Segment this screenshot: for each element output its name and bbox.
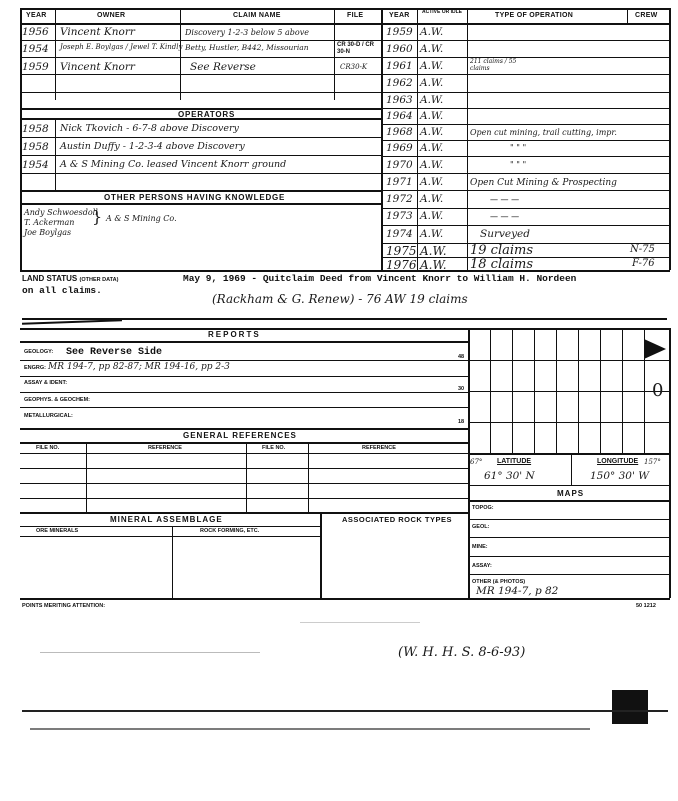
longitude-label: LONGITUDE <box>597 458 639 465</box>
activity-crew: F-76 <box>632 258 655 269</box>
activity-row-line <box>383 40 669 41</box>
activity-year: 1962 <box>386 77 413 89</box>
grid-h <box>468 360 669 361</box>
maps-row-line <box>468 574 669 575</box>
knowledge-header-line <box>20 190 381 192</box>
geophys-label: GEOPHYS. & GEOCHEM: <box>24 397 91 403</box>
knowledge-name: T. Ackerman <box>24 218 75 227</box>
activity-year: 1959 <box>386 26 413 38</box>
activity-status: A.W. <box>420 244 447 258</box>
engrg-value: MR 194-7, pp 82-87; MR 194-16, pp 2-3 <box>48 362 230 372</box>
assay-label: ASSAY & IDENT: <box>24 380 68 386</box>
activity-row-line <box>383 156 669 157</box>
knowledge-name: Andy Schwoesdoll <box>24 208 98 217</box>
owner-name: Vincent Knorr <box>60 26 135 38</box>
faint-scan-mark <box>40 652 260 653</box>
reports-top-line <box>20 328 670 330</box>
maps-row-line <box>468 537 669 538</box>
ref-row-line <box>20 498 468 499</box>
owner-row-line <box>20 57 381 58</box>
knowledge-name: Joe Boylgas <box>24 228 72 237</box>
owner-claim: Betty, Hustler, B442, Missourian <box>185 43 309 52</box>
other-photos-value: MR 194-7, p 82 <box>476 585 559 597</box>
header-claim-name: CLAIM NAME <box>233 12 281 19</box>
activity-year: 1971 <box>386 176 413 188</box>
owner-year: 1959 <box>22 61 49 73</box>
report-row-line <box>20 428 468 430</box>
activity-year: 1961 <box>386 60 413 72</box>
lat-prefix: 67° <box>470 458 483 466</box>
report-num-48: 48 <box>458 354 465 360</box>
report-row-line <box>20 407 468 408</box>
attention-top-line <box>20 598 670 600</box>
col-divider-year <box>55 8 56 100</box>
land-status-text: May 9, 1969 - Quitclaim Deed from Vincent Knorr to William H. Nordeen <box>183 273 577 284</box>
header-active-or-idle: ACTIVE OR IDLE <box>422 9 463 15</box>
maps-title: MAPS <box>557 489 585 498</box>
owner-name: Vincent Knorr <box>60 61 135 73</box>
map-location-mark: 0 <box>652 380 664 401</box>
report-row-line <box>20 376 468 377</box>
geology-label: GEOLOGY: <box>24 349 54 355</box>
activity-year: 1970 <box>386 159 413 171</box>
col-divider-year2 <box>417 8 418 270</box>
activity-row-line <box>383 124 669 125</box>
operator-name: A & S Mining Co. leased Vincent Knorr ground <box>60 159 287 170</box>
form-number: 50 1212 <box>636 603 656 609</box>
top-border <box>20 8 670 10</box>
knowledge-header-bottom <box>20 203 381 205</box>
assay-map-label: ASSAY: <box>472 563 492 569</box>
grid-h <box>468 391 669 392</box>
associated-rock-types: ASSOCIATED ROCK TYPES <box>342 515 452 524</box>
report-row-line <box>20 360 468 361</box>
operator-year: 1958 <box>22 123 49 135</box>
activity-year: 1964 <box>386 110 413 122</box>
engrg-label: ENGRG: <box>24 365 46 371</box>
activity-status: A.W. <box>420 142 444 154</box>
operator-row-line <box>20 137 381 138</box>
col-divider-crew <box>627 8 628 24</box>
ref-reference: REFERENCE <box>148 445 182 451</box>
owner-row-line <box>20 40 381 41</box>
activity-year: 1960 <box>386 43 413 55</box>
activity-year: 1974 <box>386 228 413 240</box>
knowledge-title: OTHER PERSONS HAVING KNOWLEDGE <box>104 193 286 202</box>
geology-value: See Reverse Side <box>66 347 163 358</box>
report-row-line <box>20 392 468 393</box>
activity-operation: Open cut mining, trail cutting, impr. <box>470 128 617 137</box>
land-status-text2: on all claims. <box>22 285 102 296</box>
ref-row-line <box>20 468 468 469</box>
maps-row-line <box>468 556 669 557</box>
middle-divider <box>381 8 383 270</box>
owner-file: CR30-K <box>340 63 368 71</box>
header-crew: CREW <box>635 12 658 19</box>
header-file: FILE <box>347 12 364 19</box>
activity-year: 1969 <box>386 142 413 154</box>
owner-year: 1954 <box>22 43 49 55</box>
attention-label: POINTS MERITING ATTENTION: <box>22 603 106 609</box>
ref-col-line <box>308 442 309 512</box>
activity-operation: 18 claims <box>470 257 534 272</box>
activity-year: 1972 <box>386 193 413 205</box>
mineral-header-line <box>20 526 320 527</box>
mineral-col-line <box>172 526 173 598</box>
ref-reference2: REFERENCE <box>362 445 396 451</box>
activity-row-line <box>383 173 669 174</box>
operator-row-line <box>20 155 381 156</box>
activity-operation: — — — <box>490 195 520 204</box>
activity-year: 1968 <box>386 126 413 138</box>
longitude-value: 150° 30' W <box>590 470 650 482</box>
activity-year: 1976 <box>386 258 417 272</box>
owner-row-line <box>20 92 381 93</box>
report-num-18: 18 <box>458 419 465 425</box>
activity-row-line <box>383 108 669 109</box>
activity-status: A.W. <box>420 60 444 72</box>
maps-header-line <box>468 485 669 486</box>
mine-label: MINE: <box>472 544 488 550</box>
header-bottom-line <box>20 23 670 25</box>
activity-status: A.W. <box>420 126 444 138</box>
owner-claim: See Reverse <box>190 61 256 73</box>
activity-operation: Open Cut Mining & Prospecting <box>470 178 617 188</box>
activity-row-line <box>383 140 669 141</box>
activity-status: A.W. <box>420 159 444 171</box>
metallurgical-label: METALLURGICAL: <box>24 413 73 419</box>
activity-row-line <box>383 74 669 75</box>
brace-icon: } <box>92 207 103 226</box>
right-border <box>669 8 671 270</box>
ref-header-bottom <box>20 453 468 454</box>
operator-year-divider <box>55 118 56 190</box>
col-divider-owner <box>180 8 181 100</box>
scan-edge-line <box>22 710 668 712</box>
faint-scan-mark <box>300 622 420 623</box>
topog-label: TOPOG: <box>472 505 494 511</box>
scan-mark <box>22 319 122 324</box>
activity-operation: Surveyed <box>480 228 530 240</box>
land-status-handwritten: (Rackham & G. Renew) - 76 AW 19 claims <box>212 292 468 306</box>
mineral-assemblage-title: MINERAL ASSEMBLAGE <box>110 515 223 524</box>
maps-row-line <box>468 519 669 520</box>
ore-minerals-label: ORE MINERALS <box>36 528 79 534</box>
header-year2: YEAR <box>389 12 410 19</box>
activity-year: 1975 <box>386 244 417 258</box>
activity-status: A.W. <box>420 94 444 106</box>
operator-name: Nick Tkovich - 6-7-8 above Discovery <box>60 123 239 134</box>
activity-operation: " " " <box>510 143 527 152</box>
activity-row-line <box>383 92 669 93</box>
activity-status: A.W. <box>420 258 447 272</box>
arrow-marker-icon <box>640 335 668 363</box>
registration-mark <box>612 690 648 724</box>
activity-operation: 19 claims <box>470 243 534 258</box>
latitude-label: LATITUDE <box>497 458 532 465</box>
ref-col-line <box>86 442 87 512</box>
operator-name: Austin Duffy - 1-2-3-4 above Discovery <box>60 141 245 152</box>
operator-year: 1958 <box>22 141 49 153</box>
activity-crew: N-75 <box>630 244 655 255</box>
col-divider-claim <box>334 8 335 100</box>
activity-status: A.W. <box>420 43 444 55</box>
header-type-of-operation: TYPE OF OPERATION <box>495 12 574 19</box>
activity-operation: — — — <box>490 212 520 221</box>
attention-handwritten: (W. H. H. S. 8-6-93) <box>398 645 526 660</box>
activity-operation: 211 claims / 55 claims <box>470 58 517 72</box>
geol-label: GEOL: <box>472 524 490 530</box>
owner-claim: Discovery 1-2-3 below 5 above <box>185 28 309 37</box>
map-right-border <box>669 328 671 598</box>
ref-col-line <box>246 442 247 512</box>
activity-row-line <box>383 208 669 209</box>
report-num-30: 30 <box>458 386 465 392</box>
knowledge-note: A & S Mining Co. <box>106 214 177 223</box>
ref-row-line <box>20 483 468 484</box>
upper-block-bottom-line <box>20 270 670 272</box>
operators-title: OPERATORS <box>178 110 236 119</box>
rock-forming-label: ROCK FORMING, ETC. <box>200 528 260 534</box>
assoc-divider <box>320 512 322 598</box>
owner-row-line <box>20 74 381 75</box>
reports-title: REPORTS <box>208 330 261 339</box>
owner-name: Joseph E. Boylgas / Jewel T. Kindly <box>60 43 183 51</box>
activity-status: A.W. <box>420 210 444 222</box>
activity-row-line <box>383 190 669 191</box>
activity-status: A.W. <box>420 193 444 205</box>
reports-header-bottom <box>20 341 468 343</box>
grid-h <box>468 422 669 423</box>
owner-year: 1956 <box>22 26 49 38</box>
other-photos-label: OTHER (& PHOTOS) <box>472 579 526 585</box>
header-owner: OWNER <box>97 12 126 19</box>
ref-bottom-line <box>20 512 468 514</box>
activity-status: A.W. <box>420 176 444 188</box>
activity-status: A.W. <box>420 228 444 240</box>
scan-edge-line <box>30 728 590 730</box>
activity-year: 1963 <box>386 94 413 106</box>
ref-file-no: FILE NO. <box>36 445 60 451</box>
latitude-value: 61° 30' N <box>484 470 535 482</box>
activity-status: A.W. <box>420 110 444 122</box>
activity-status: A.W. <box>420 26 444 38</box>
owner-file: CR 30-D / CR 30-N <box>337 42 375 55</box>
general-references-title: GENERAL REFERENCES <box>183 431 297 440</box>
activity-year: 1973 <box>386 210 413 222</box>
activity-status: A.W. <box>420 77 444 89</box>
col-divider-active <box>467 8 468 270</box>
operator-year: 1954 <box>22 159 49 171</box>
lon-suffix: 157° <box>644 458 661 466</box>
header-year: YEAR <box>26 12 47 19</box>
general-references-header-line <box>20 442 468 444</box>
grid-bottom <box>468 453 669 455</box>
activity-operation: " " " <box>510 160 527 169</box>
land-status-label: LAND STATUS (OTHER DATA) <box>22 274 119 283</box>
activity-row-line <box>383 225 669 226</box>
maps-title-line <box>468 500 669 502</box>
latlong-divider <box>571 455 572 485</box>
operator-row-line <box>20 173 381 174</box>
ref-file-no2: FILE NO. <box>262 445 286 451</box>
mineral-subheader-line <box>20 536 320 537</box>
